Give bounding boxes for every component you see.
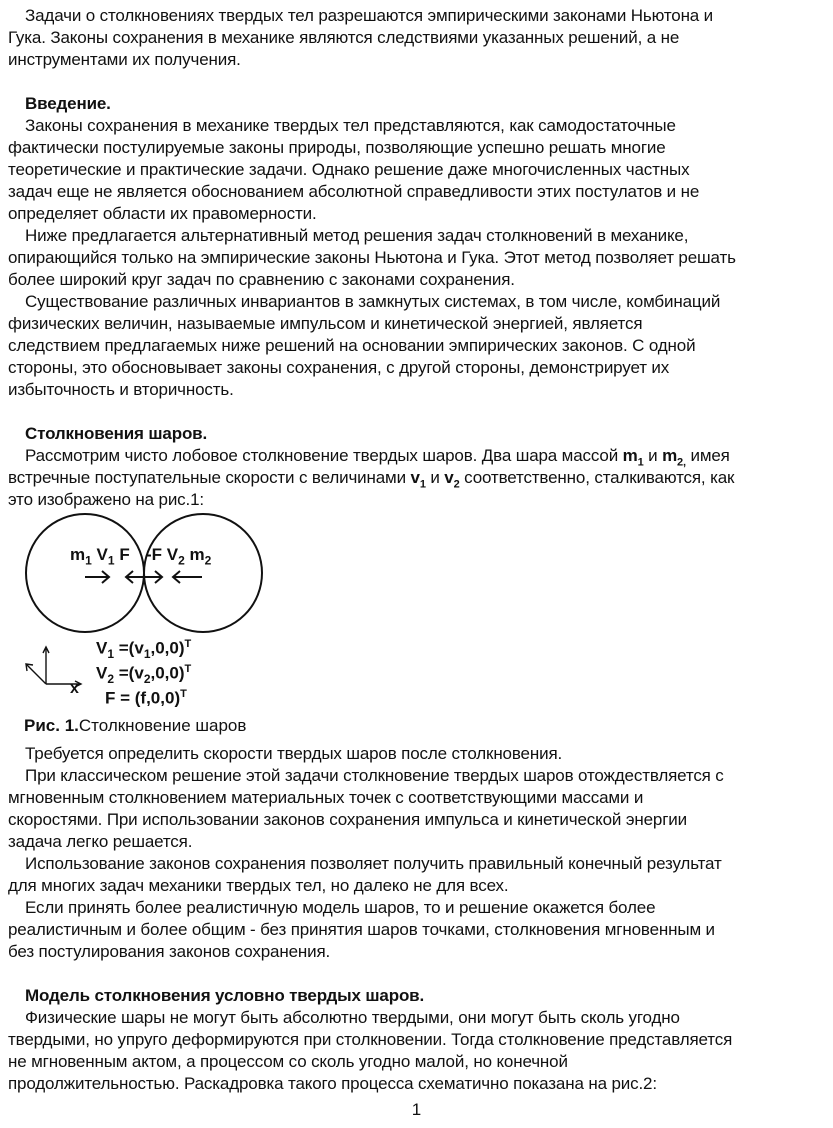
text-fragment: встречные поступательные скорости с величинами <box>8 468 411 487</box>
text-line: без постулирования законов сохранения. <box>8 942 331 961</box>
text-line: Гука. Законы сохранения в механике являются следствиями указанных решений, а не <box>8 28 680 47</box>
equation-v1: $V_1 =(v_1,0,0)^T$ <box>96 638 192 662</box>
text-line: стороны, это обосновывает законы сохранения, с другой стороны, демонстрирует их <box>8 358 670 377</box>
text-line: опирающийся только на эмпирические законы Ньютона и Гука. Этот метод позволяет решать <box>8 248 736 267</box>
text-line: более широкий круг задач по сравнению с законами сохранения. <box>8 270 515 289</box>
text-fragment: имея <box>685 446 730 465</box>
text-line: Ниже предлагается альтернативный метод решения задач столкновений в механике, <box>25 226 689 245</box>
label-negf-v2-m2: -F $V_2$ $m_2$ <box>146 545 212 568</box>
text-line: фактически постулируемые законы природы, позволяющие успешно решать многие <box>8 138 666 157</box>
text-line: определяет области их правомерности. <box>8 204 317 223</box>
text-line: Использование законов сохранения позволяет получить правильный конечный результат <box>25 854 722 873</box>
text-fragment: и <box>425 468 445 487</box>
label-m1-v1: $m_1$ $V_1$ F <box>70 545 130 568</box>
text-line: не мгновенным актом, а процессом со сколь угодно малой, но конечной <box>8 1052 568 1071</box>
figure-1-collision-diagram <box>16 508 276 740</box>
text-line: теоретические и практические задачи. Однако решение даже многочисленных частных <box>8 160 690 179</box>
text-line: Требуется определить скорости твердых шаров после столкновения. <box>25 744 563 763</box>
text-line: Существование различных инвариантов в замкнутых системах, в том числе, комбинаций <box>25 292 721 311</box>
text-line: это изображено на рис.1: <box>8 490 204 509</box>
velocity-1-arrow-icon <box>85 571 109 583</box>
text-fragment: и <box>643 446 663 465</box>
text-line: твердыми, но упруго деформируются при столкновении. Тогда столкновение представляется <box>8 1030 733 1049</box>
ball-1-circle <box>26 514 144 632</box>
text-line: инструментами их получения. <box>8 50 241 69</box>
text-line: Физические шары не могут быть абсолютно твердыми, они могут быть сколь угодно <box>25 1008 680 1027</box>
velocity-v2: $v_2$ <box>444 468 460 491</box>
text-fragment: Рассмотрим чисто лобовое столкновение твердых шаров. Два шара массой <box>25 446 623 465</box>
velocity-2-arrow-icon <box>173 571 202 583</box>
ball-2-circle <box>144 514 262 632</box>
text-line: для многих задач механики твердых тел, но далеко не для всех. <box>8 876 509 895</box>
text-line: задач еще не является обоснованием абсолютной справедливости этих постулатов и не <box>8 182 700 201</box>
text-line: реалистичным и более общим - без принятия шаров точками, столкновения мгновенным и <box>8 920 715 939</box>
text-line: задача легко решается. <box>8 832 193 851</box>
equation-v2: $V_2 =(v_2,0,0)^T$ <box>96 663 192 687</box>
text-line: При классическом решение этой задачи столкновение твердых шаров отождествляется с <box>25 766 724 785</box>
text-line: скоростями. При использовании законов сохранения импульса и кинетической энергии <box>8 810 687 829</box>
section-heading-model: Модель столкновения условно твердых шаров. <box>25 986 425 1005</box>
page-number: 1 <box>411 1100 422 1119</box>
text-line: Задачи о столкновениях твердых тел разрешаются эмпирическими законами Ньютона и <box>25 6 714 25</box>
text-fragment: соответственно, сталкиваются, как <box>459 468 735 487</box>
section-heading-balls: Столкновения шаров. <box>25 424 208 443</box>
text-line: физических величин, называемые импульсом и кинетической энергией, является <box>8 314 643 333</box>
equation-f: $F = (f,0,0)^T$ <box>105 688 187 708</box>
text-line: Законы сохранения в механике твердых тел представляются, как самодостаточные <box>25 116 676 135</box>
velocity-v1: $v_1$ <box>410 468 426 491</box>
mass-m1: $m_1$ <box>622 446 644 469</box>
text-line: продолжительностью. Раскадровка такого процесса схематично показана на рис.2: <box>8 1074 657 1093</box>
text-line: мгновенным столкновением материальных точек с соответствующими массами и <box>8 788 644 807</box>
axis-x-label: x <box>70 680 79 697</box>
text-line: следствием предлагаемых ниже решений на основании эмпирических законов. С одной <box>8 336 696 355</box>
text-line: избыточность и вторичность. <box>8 380 234 399</box>
mass-m2: $m_{2,}$ <box>662 446 686 469</box>
section-heading-intro: Введение. <box>25 94 111 113</box>
text-line: Если принять более реалистичную модель шаров, то и решение окажется более <box>25 898 656 917</box>
figure-1-caption: Рис. 1.Столкновение шаров <box>24 716 247 735</box>
